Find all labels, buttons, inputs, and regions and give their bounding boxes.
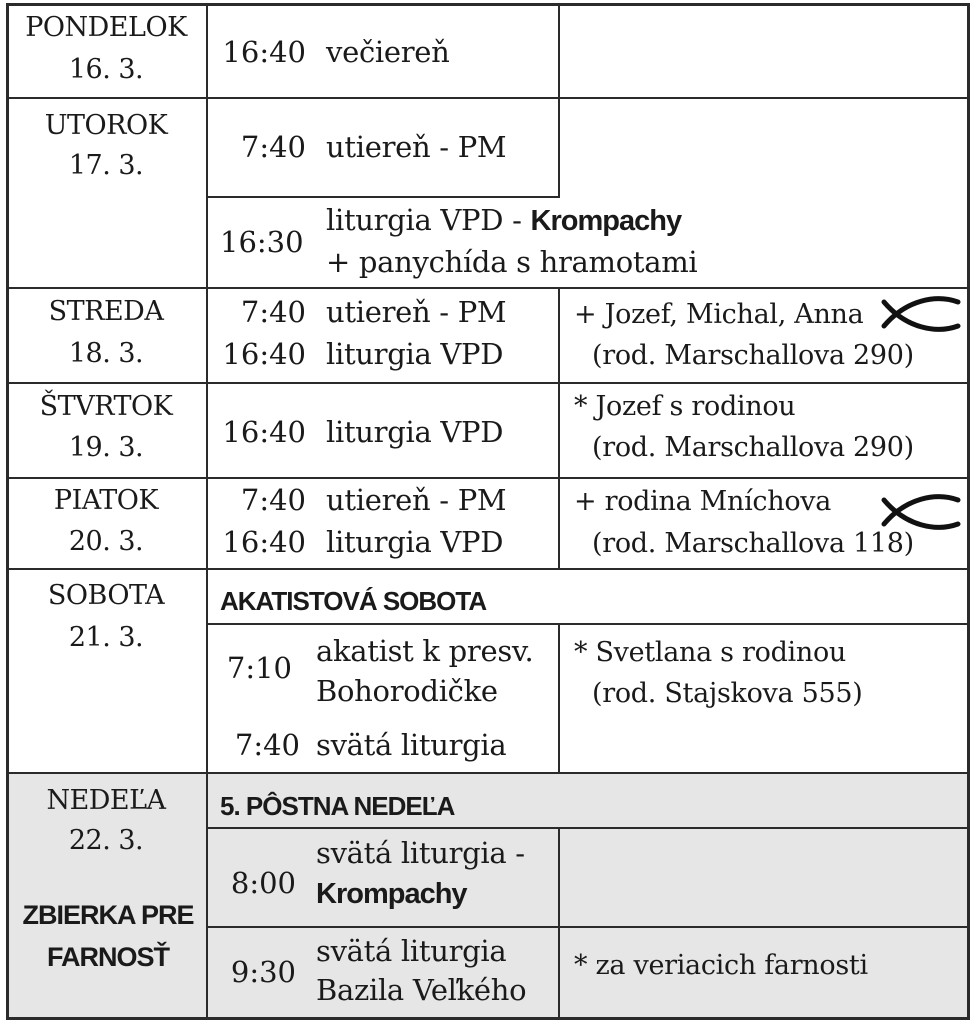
saturday-header: AKATISTOVÁ SOBOTA xyxy=(220,586,487,616)
event-name: utiereň - PM xyxy=(326,130,507,164)
intention-line2: (rod. Marschallova 118) xyxy=(592,528,914,559)
intention-line2: (rod. Marschallova 290) xyxy=(592,432,914,463)
event-name xyxy=(326,203,682,237)
event-time: 7:10 xyxy=(226,651,292,685)
event-name: liturgia VPD xyxy=(326,525,504,559)
event-time: 9:30 xyxy=(230,955,296,989)
event-time: 7:40 xyxy=(234,728,300,762)
row-separator xyxy=(6,772,970,774)
event-time: 7:40 xyxy=(240,295,306,329)
row-separator xyxy=(6,568,970,570)
day-date-fri: 20. 3. xyxy=(68,526,144,557)
event-time: 7:40 xyxy=(240,130,306,164)
event-time: 16:40 xyxy=(222,415,306,449)
event-name: liturgia VPD xyxy=(326,415,504,449)
sunday-header: 5. PÔSTNA NEDEĽA xyxy=(220,791,455,821)
intention-line1: * za veriacich farnosti xyxy=(574,950,868,981)
col-separator-2d xyxy=(558,828,560,1020)
event-time: 8:00 xyxy=(230,866,296,900)
event-name: svätá liturgia - xyxy=(316,836,525,870)
event-place: Krompachy xyxy=(316,878,467,910)
event-name: akatist k presv. xyxy=(316,634,534,668)
intention-line1: * Jozef s rodinou xyxy=(574,391,796,422)
day-date-tue: 17. 3. xyxy=(68,150,144,181)
event-time: 16:40 xyxy=(222,337,306,371)
collection-label-line1: ZBIERKA PRE xyxy=(22,900,194,930)
fish-icon xyxy=(878,296,962,332)
event-place: Krompachy xyxy=(530,205,682,237)
row-separator-partial xyxy=(206,196,560,198)
event-name-text: liturgia VPD - xyxy=(326,203,531,237)
event-name: utiereň - PM xyxy=(326,483,507,517)
event-name: liturgia VPD xyxy=(326,337,504,371)
event-name: utiereň - PM xyxy=(326,295,507,329)
event-name: svätá liturgia xyxy=(316,934,507,968)
fish-icon xyxy=(878,494,962,530)
day-date-wed: 18. 3. xyxy=(68,338,144,369)
col-separator-1 xyxy=(206,3,208,1020)
event-time: 16:40 xyxy=(222,525,306,559)
row-separator xyxy=(6,287,970,289)
row-separator-partial xyxy=(206,827,970,829)
col-separator-2 xyxy=(558,3,560,197)
day-name-fri: PIATOK xyxy=(53,485,159,516)
row-separator-partial xyxy=(206,926,970,928)
day-date-mon: 16. 3. xyxy=(68,54,144,85)
event-detail: + panychída s hramotami xyxy=(326,245,698,279)
event-time: 16:40 xyxy=(222,35,306,69)
day-date-sun: 22. 3. xyxy=(68,825,144,856)
collection-label-line2: FARNOSŤ xyxy=(46,942,169,972)
event-name: večiereň xyxy=(326,35,450,69)
intention-line2: (rod. Stajskova 555) xyxy=(592,678,863,709)
border-bottom xyxy=(6,1017,970,1020)
row-separator xyxy=(6,477,970,479)
event-time: 7:40 xyxy=(240,483,306,517)
row-separator xyxy=(6,97,970,99)
day-name-mon: PONDELOK xyxy=(25,12,187,43)
day-name-thu: ŠTVRTOK xyxy=(39,391,173,422)
border-top xyxy=(6,3,970,6)
intention-line1: + rodina Mníchova xyxy=(574,486,832,517)
row-separator xyxy=(6,382,970,384)
day-name-tue: UTOROK xyxy=(44,110,168,141)
event-time: 16:30 xyxy=(220,225,304,259)
day-name-sun: NEDEĽA xyxy=(46,785,166,816)
day-date-sat: 21. 3. xyxy=(68,622,144,653)
row-separator-partial xyxy=(206,623,970,625)
intention-line1: + Jozef, Michal, Anna xyxy=(574,299,864,330)
day-name-sat: SOBOTA xyxy=(47,580,165,611)
day-name-wed: STREDA xyxy=(48,296,164,327)
event-name-line2: Bazila Veľkého xyxy=(316,973,527,1007)
col-separator-2b xyxy=(558,287,560,569)
day-date-thu: 19. 3. xyxy=(68,432,144,463)
intention-line2: (rod. Marschallova 290) xyxy=(592,340,914,371)
event-name: svätá liturgia xyxy=(316,728,507,762)
border-left xyxy=(6,3,9,1020)
col-separator-2c xyxy=(558,624,560,773)
border-right xyxy=(967,3,970,1020)
event-name-line2: Bohorodičke xyxy=(316,674,498,708)
intention-line1: * Svetlana s rodinou xyxy=(574,637,847,668)
